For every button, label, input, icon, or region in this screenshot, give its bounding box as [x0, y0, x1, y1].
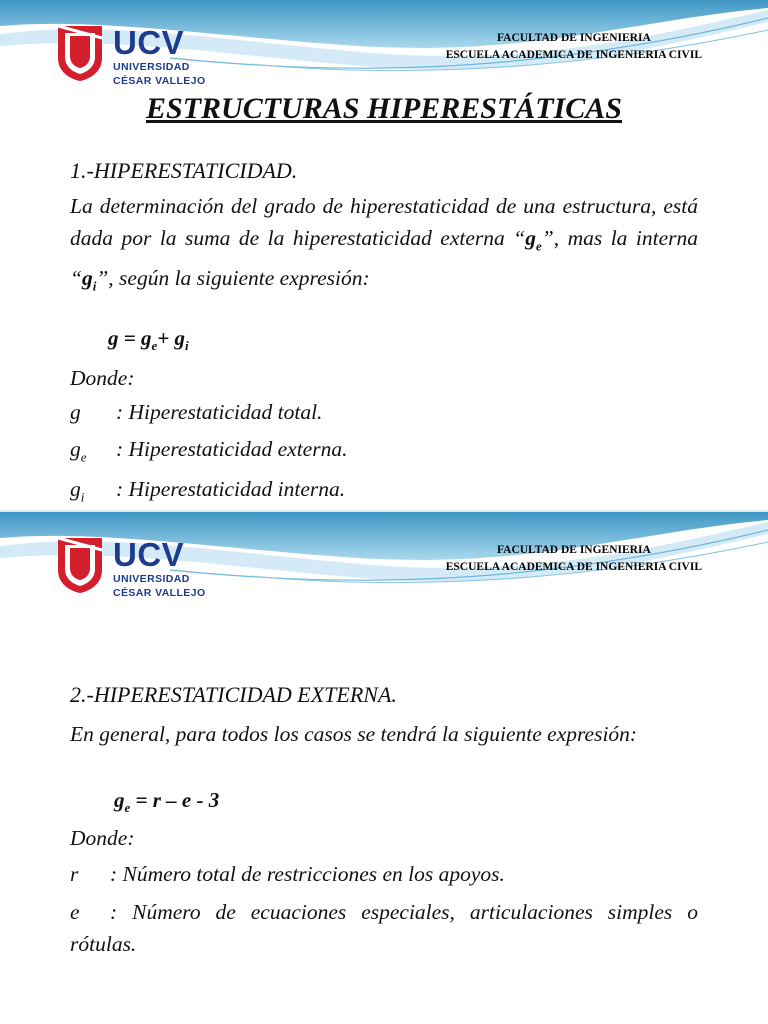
header-institution	[446, 30, 702, 64]
section-heading-2: 2.-HIPERESTATICIDAD EXTERNA.	[70, 682, 397, 707]
ucv-shield-icon	[56, 536, 104, 594]
school-label: ESCUELA ACADEMICA DE INGENIERIA CIVIL	[445, 49, 702, 61]
header-institution	[446, 542, 702, 576]
logo-brand: UCV	[113, 536, 185, 573]
ucv-logo	[56, 24, 206, 86]
definition-g: g : Hiperestaticidad total.	[70, 400, 323, 424]
school-label: ESCUELA ACADEMICA DE INGENIERIA CIVIL	[445, 561, 702, 573]
faculty-label: FACULTAD DE INGENIERIA	[496, 544, 651, 556]
definition-ge: $g_e$ : Hiperestaticidad externa.	[70, 437, 348, 465]
paragraph-hiperestaticidad: La determinación del grado de hiperestaticidad de una estructura, está dada por la suma de la hiperestaticidad externa “$g_e$”, mas la interna “$g_i$”, según la siguiente expresión:	[70, 194, 699, 294]
formula-ge: $g_e = r - e - 3$	[114, 788, 220, 816]
logo-line1: UNIVERSIDAD	[113, 573, 190, 585]
donde-label: Donde:	[70, 366, 135, 390]
donde-label: Donde:	[70, 826, 135, 850]
formula-g-total: $g = g_e+ g_i$	[108, 326, 189, 354]
slide-1	[0, 0, 768, 510]
slide-2	[0, 512, 768, 1022]
logo-line1: UNIVERSIDAD	[113, 61, 190, 73]
definition-r: r : Número total de restricciones en los apoyos.	[70, 862, 505, 886]
definition-gi: $g_i$ : Hiperestaticidad interna.	[70, 477, 346, 505]
logo-line2: CÉSAR VALLEJO	[113, 586, 206, 599]
slide-title: ESTRUCTURAS HIPERESTÁTICAS	[146, 92, 622, 125]
section-heading-1: 1.-HIPERESTATICIDAD.	[70, 158, 298, 183]
logo-line2: CÉSAR VALLEJO	[113, 74, 206, 87]
ucv-shield-icon	[56, 24, 104, 82]
paragraph-externa: En general, para todos los casos se tendrá la siguiente expresión:	[70, 722, 638, 746]
faculty-label: FACULTAD DE INGENIERIA	[496, 32, 651, 44]
logo-brand: UCV	[113, 24, 185, 61]
definition-e: e : Número de ecuaciones especiales, articulaciones simples o rótulas.	[70, 900, 698, 956]
ucv-logo	[56, 536, 206, 598]
